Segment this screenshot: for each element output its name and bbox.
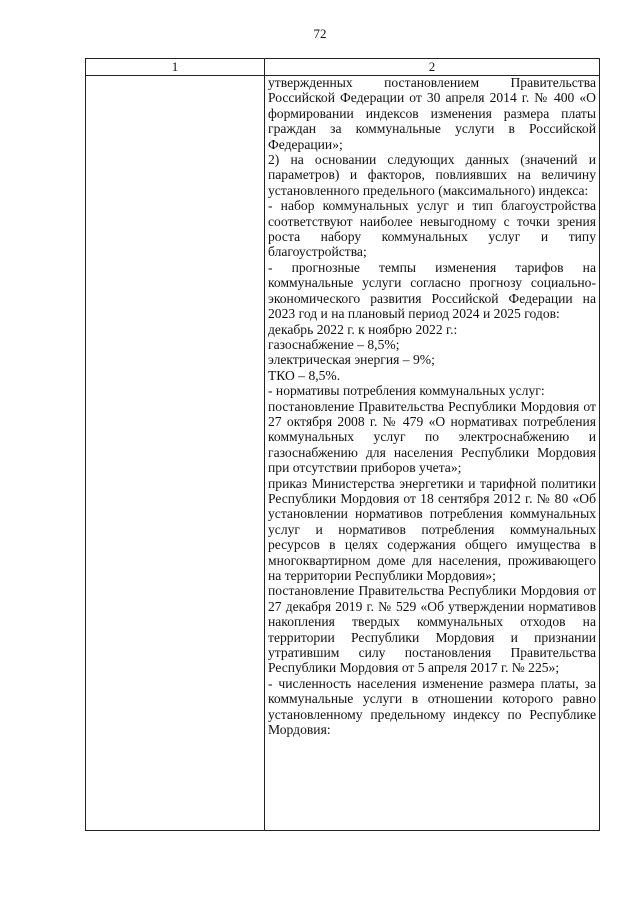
- paragraph-1: утвержденных постановлением Правительства Российской Федерации от 30 апреля 2014 г. № 400 «О формировании индексов изменения размера платы граждан за коммунальные услуги в Российской Федерации»;: [268, 75, 596, 152]
- header-cell-1: 1: [171, 59, 179, 74]
- paragraph-7: электрическая энергия – 9%;: [268, 352, 435, 368]
- document-table: [85, 58, 600, 831]
- page-number: 72: [313, 26, 327, 41]
- header-cell-2: 2: [428, 59, 436, 74]
- paragraph-9: - нормативы потребления коммунальных услуг:: [268, 383, 545, 399]
- paragraph-4: - прогнозные темпы изменения тарифов на коммунальные услуги согласно прогнозу социально-экономического развития Российской Федерации на 2023 год и на плановый период 2024 и 2025 годов:: [268, 259, 596, 322]
- paragraph-8: ТКО – 8,5%.: [268, 367, 341, 383]
- paragraph-11: приказ Министерства энергетики и тарифной политики Республики Мордовия от 18 сентября 2012 г. № 80 «Об установлении нормативов потребления коммунальных услуг и нормативов потребления коммунальных ресурсов в целях содержания общего имущества в многоквартирном доме для населения, проживающего на территории Республики Мордовия»;: [268, 475, 596, 583]
- paragraph-10: постановление Правительства Республики Мордовия от 27 октября 2008 г. № 479 «О нормативах потребления коммунальных услуг по электроснабжению и газоснабжению для населения Республики Мордовия при отсутствии приборов учета»;: [268, 398, 596, 476]
- paragraph-2: 2) на основании следующих данных (значений и параметров) и факторов, повлиявших на величину установленного предельного (максимального) индекса:: [268, 152, 596, 198]
- paragraph-13: - численность населения изменение размера платы, за коммунальные услуги в отношении которого равно установленному предельному индексу по Республике Мордовия:: [268, 675, 596, 738]
- content-cell: [268, 75, 596, 737]
- paragraph-3: - набор коммунальных услуг и тип благоустройства соответствуют наиболее невыгодному с точки зрения роста набору коммунальных услуг и типу благоустройства;: [268, 198, 596, 260]
- paragraph-5: декабрь 2022 г. к ноябрю 2022 г.:: [268, 321, 458, 337]
- table-header-row: [86, 59, 599, 76]
- paragraph-12: постановление Правительства Республики Мордовия от 27 декабря 2019 г. № 529 «Об утверждении нормативов накопления твердых коммунальных отходов на территории Республики Мордовия и признании утратившим силу постановления Правительства Республики Мордовия от 5 апреля 2017 г. № 225»;: [268, 583, 596, 676]
- column-divider: [264, 59, 265, 830]
- paragraph-6: газоснабжение – 8,5%;: [268, 336, 400, 352]
